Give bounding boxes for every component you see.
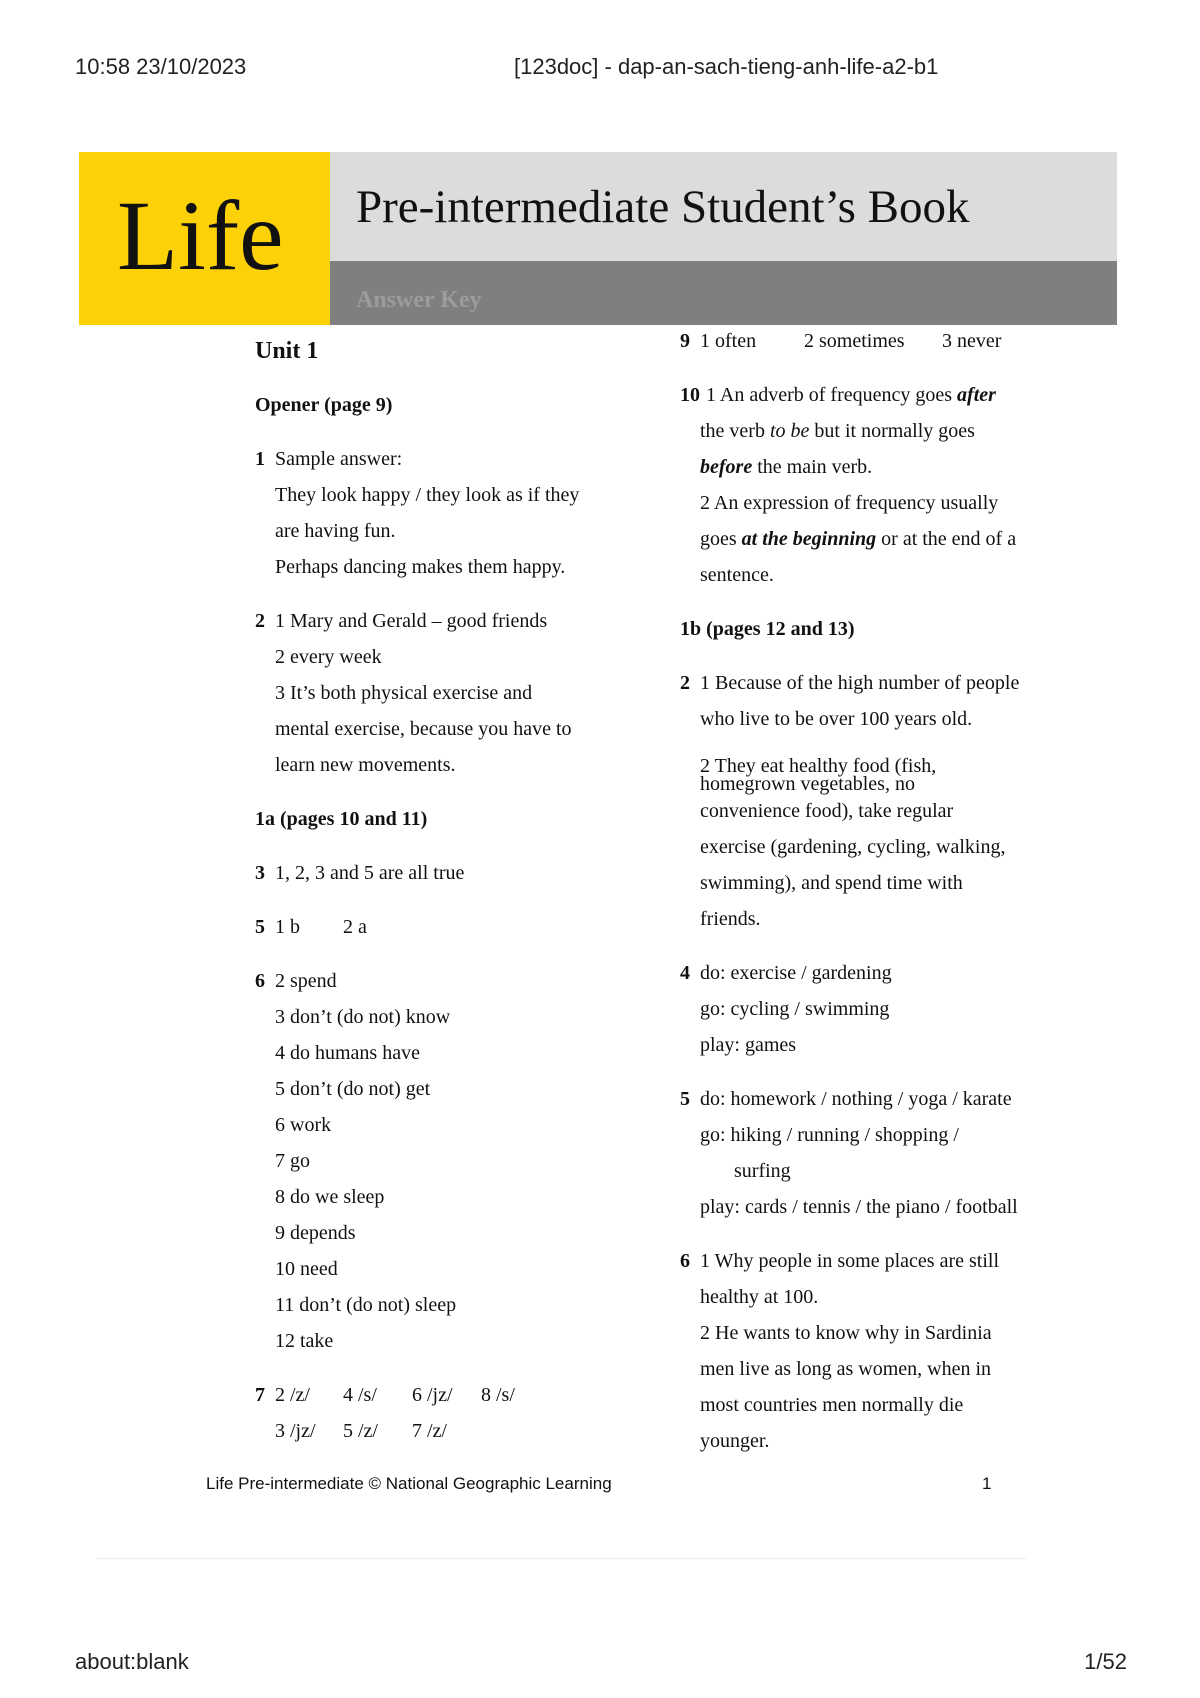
answer-item-2-right: [680, 665, 1050, 937]
answer-line: 2 An expression of frequency usually: [700, 492, 999, 514]
answer-line: 5 don’t (do not) get: [275, 1078, 431, 1100]
text-run: the main verb.: [752, 456, 873, 478]
answer-line: surfing: [734, 1160, 791, 1182]
emphasis: before: [700, 456, 753, 478]
answer-line: Perhaps dancing makes them happy.: [275, 556, 566, 578]
answer-line: 1 Because of the high number of people: [700, 672, 1020, 694]
item-number: 9: [680, 330, 690, 352]
answer-value: 5 /z/: [343, 1420, 378, 1442]
page-divider: [96, 1558, 1026, 1559]
answer-value: 2 sometimes: [804, 330, 905, 352]
answer-line: learn new movements.: [275, 754, 456, 776]
item-number: 10: [680, 384, 700, 406]
answer-line: [706, 377, 1050, 413]
item-number: 5: [680, 1088, 690, 1110]
answer-line: who live to be over 100 years old.: [700, 708, 973, 730]
answer-line: [275, 909, 635, 945]
right-column: [680, 323, 1050, 1459]
answer-line: [700, 449, 1050, 485]
answer-line: 1, 2, 3 and 5 are all true: [275, 862, 465, 884]
item-number: 2: [255, 610, 265, 632]
answer-line: 2 every week: [275, 646, 382, 668]
answer-line: They look happy / they look as if they: [275, 484, 580, 506]
answer-line: 2 spend: [275, 970, 337, 992]
section-heading-1a: 1a (pages 10 and 11): [255, 808, 428, 830]
answer-line: most countries men normally die: [700, 1394, 964, 1416]
answer-line: do: homework / nothing / yoga / karate: [700, 1088, 1012, 1110]
answer-line: 1 Why people in some places are still: [700, 1250, 999, 1272]
text-run: but it normally goes: [809, 420, 975, 442]
print-datetime: 10:58 23/10/2023: [75, 54, 247, 79]
answer-value: 8 /s/: [481, 1384, 515, 1406]
answer-line: 4 do humans have: [275, 1042, 420, 1064]
answer-line: 12 take: [275, 1330, 334, 1352]
answer-line: 3 don’t (do not) know: [275, 1006, 451, 1028]
left-column: [255, 333, 635, 1449]
answer-line: men live as long as women, when in: [700, 1358, 992, 1380]
life-logo-box: [79, 152, 330, 325]
answer-value: 1 often: [700, 330, 757, 352]
answer-line: [700, 413, 1050, 449]
answer-line: 3 It’s both physical exercise and: [275, 682, 533, 704]
answer-line: go: cycling / swimming: [700, 998, 890, 1020]
answer-line: mental exercise, because you have to: [275, 718, 572, 740]
emphasis: at the beginning: [741, 528, 877, 550]
answer-line: 11 don’t (do not) sleep: [275, 1294, 457, 1316]
emphasis: after: [957, 384, 996, 406]
section-heading-opener: Opener (page 9): [255, 394, 393, 416]
answer-value: 2 a: [343, 916, 367, 938]
text-run: 1 An adverb of frequency goes: [706, 384, 958, 406]
copyright-footer: Life Pre-intermediate © National Geographic Learning: [206, 1474, 612, 1493]
answer-line: Sample answer:: [275, 448, 403, 470]
answer-line: [700, 521, 1050, 557]
answer-item-5-right: [680, 1081, 1050, 1225]
book-title: Pre-intermediate Student’s Book: [356, 181, 970, 233]
answer-line: 2 He wants to know why in Sardinia: [700, 1322, 992, 1344]
book-banner: [79, 152, 1117, 325]
document-page-number: 1: [982, 1474, 992, 1493]
answer-item-7: [255, 1377, 635, 1449]
answer-line: 1 Mary and Gerald – good friends: [275, 610, 548, 632]
answer-item-10: [680, 377, 1050, 593]
answer-line: younger.: [700, 1430, 770, 1452]
unit-title: Unit 1: [255, 338, 319, 364]
answer-value: 3 /jz/: [275, 1420, 316, 1442]
answer-line: are having fun.: [275, 520, 396, 542]
answer-line: play: games: [700, 1034, 797, 1056]
answer-value: 2 /z/: [275, 1384, 310, 1406]
item-number: 3: [255, 862, 265, 884]
answer-value: 6 /jz/: [412, 1384, 453, 1406]
answer-item-5: [255, 909, 635, 945]
text-run: goes: [700, 528, 742, 550]
emphasis: to be: [769, 420, 810, 442]
item-number: 7: [255, 1384, 265, 1406]
answer-line: do: exercise / gardening: [700, 962, 892, 984]
subtitle-box: [330, 261, 1117, 325]
title-box: [330, 152, 1117, 261]
answer-item-4: [680, 955, 1050, 1063]
answer-line: 7 go: [275, 1150, 310, 1172]
print-document-title: [123doc] - dap-an-sach-tieng-anh-life-a2-b1: [514, 54, 939, 79]
item-number: 5: [255, 916, 265, 938]
item-number: 6: [255, 970, 265, 992]
answer-value: 7 /z/: [412, 1420, 447, 1442]
answer-item-6-right: [680, 1243, 1050, 1459]
section-heading-1b: 1b (pages 12 and 13): [680, 618, 855, 640]
print-url: about:blank: [75, 1649, 189, 1674]
answer-line: 2 They eat healthy food (fish,: [700, 755, 937, 777]
answer-line: [275, 1377, 635, 1413]
answer-line: sentence.: [700, 564, 774, 586]
answer-line: homegrown vegetables, no: [700, 773, 915, 795]
answer-line: [275, 1413, 635, 1449]
answer-item-9: [680, 323, 1050, 359]
answer-value: 3 never: [942, 330, 1002, 352]
answer-line: convenience food), take regular: [700, 800, 954, 822]
print-page-count: 1/52: [1084, 1649, 1127, 1674]
text-run: or at the end of a: [876, 528, 1017, 550]
answer-line: play: cards / tennis / the piano / football: [700, 1196, 1018, 1218]
answer-value: 4 /s/: [343, 1384, 377, 1406]
answer-line: healthy at 100.: [700, 1286, 819, 1308]
life-logo: Life: [117, 180, 284, 291]
answer-line: [700, 323, 1050, 359]
answer-line: swimming), and spend time with: [700, 872, 963, 894]
answer-item-6: [255, 963, 635, 1359]
answer-item-1: [255, 441, 635, 585]
item-number: 4: [680, 962, 690, 984]
answer-line: exercise (gardening, cycling, walking,: [700, 836, 1006, 858]
item-number: 6: [680, 1250, 690, 1272]
item-number: 2: [680, 672, 690, 694]
answer-line: 9 depends: [275, 1222, 356, 1244]
answer-line: friends.: [700, 908, 761, 930]
item-number: 1: [255, 448, 265, 470]
answer-line: 10 need: [275, 1258, 338, 1280]
answer-key-subtitle: Answer Key: [356, 287, 482, 313]
answer-line: go: hiking / running / shopping /: [700, 1124, 959, 1146]
answer-value: 1 b: [275, 916, 300, 938]
answer-line: 8 do we sleep: [275, 1186, 385, 1208]
answer-line: 6 work: [275, 1114, 332, 1136]
answer-item-3: [255, 855, 635, 891]
text-run: the verb: [700, 420, 770, 442]
answer-item-2: [255, 603, 635, 783]
